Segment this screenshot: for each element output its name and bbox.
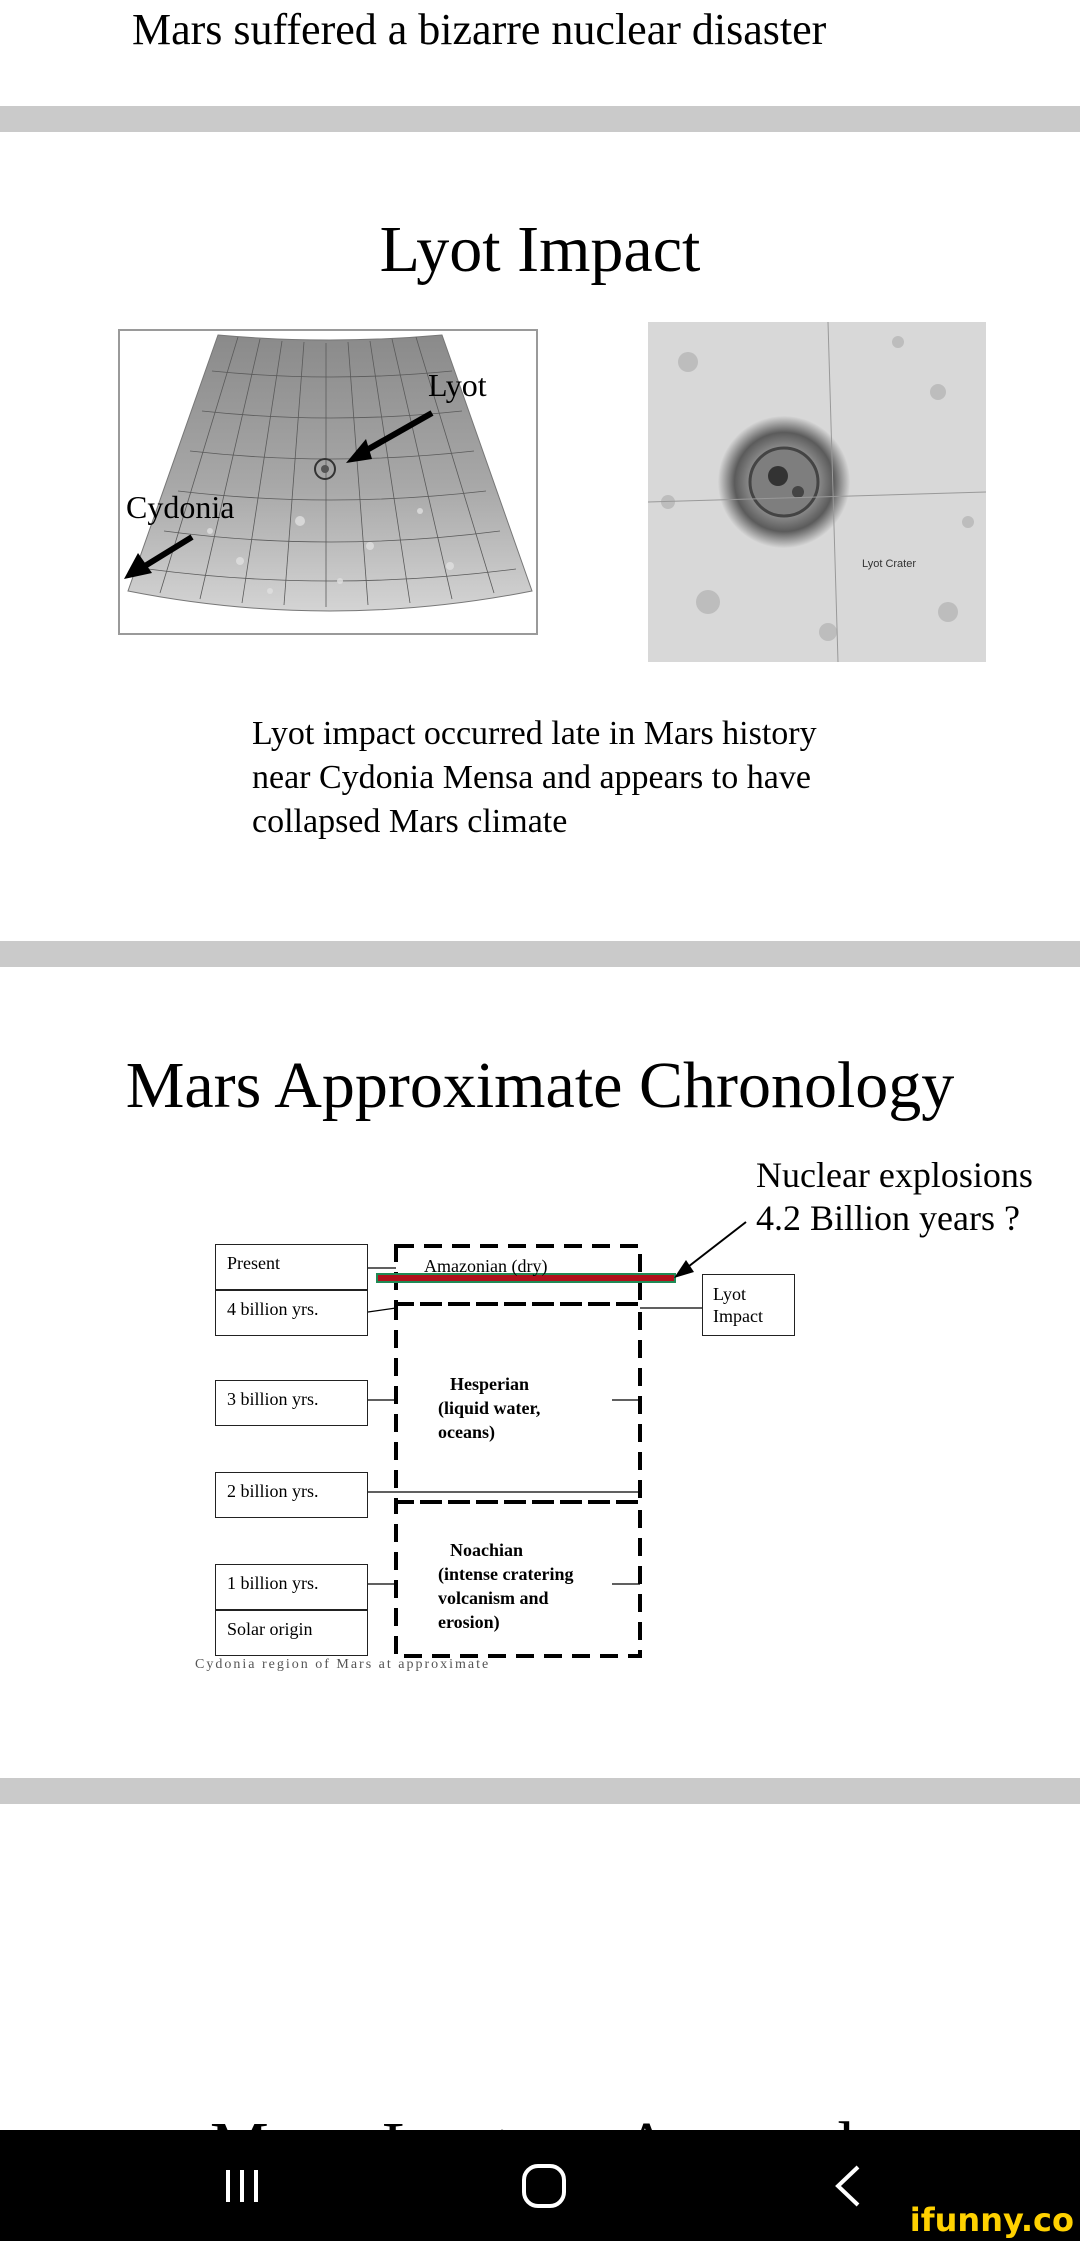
crater-graphic xyxy=(648,322,986,662)
era-noachian-line: Noachian xyxy=(450,1540,524,1560)
note-line: Nuclear explosions xyxy=(756,1155,1033,1195)
recents-icon xyxy=(220,2166,264,2206)
nuclear-explosions-note xyxy=(756,1154,1033,1240)
slide4-title-cut xyxy=(0,2080,1080,2130)
lyot-impact-box xyxy=(702,1274,795,1336)
chronology-slide-title: Mars Approximate Chronology xyxy=(125,1049,955,1122)
slide-divider xyxy=(0,106,1080,132)
chronology-diagram xyxy=(200,1230,820,1670)
crater-photo-label: Lyot Crater xyxy=(862,558,917,570)
impact-box-line: Impact xyxy=(713,1306,763,1326)
map-label-lyot: Lyot xyxy=(428,367,487,403)
slide1-title xyxy=(0,0,1080,106)
era-hesperian xyxy=(438,1372,540,1444)
impact-box-line: Lyot xyxy=(713,1284,747,1304)
system-nav-bar xyxy=(0,2130,1080,2241)
ifunny-watermark: ifunny.co xyxy=(909,2201,1074,2239)
time-box-3-billion: 3 billion yrs. xyxy=(215,1380,368,1426)
era-hesperian-line: oceans) xyxy=(438,1422,495,1442)
time-box-present: Present xyxy=(215,1244,368,1290)
era-amazonian: Amazonian (dry) xyxy=(424,1256,548,1276)
era-noachian xyxy=(438,1538,573,1634)
era-hesperian-line: (liquid water, xyxy=(438,1398,541,1418)
lyot-slide-title: Lyot Impact xyxy=(379,213,701,286)
home-button[interactable] xyxy=(464,2130,624,2241)
time-box-solar-origin: Solar origin xyxy=(215,1610,368,1656)
caption-line: collapsed Mars climate xyxy=(252,803,568,840)
slide1-title-text: Mars suffered a bizarre nuclear disaster xyxy=(132,5,827,54)
era-noachian-line: erosion) xyxy=(438,1612,500,1632)
note-line: 4.2 Billion years ? xyxy=(756,1198,1020,1238)
era-noachian-line: volcanism and xyxy=(438,1588,549,1608)
caption-line: near Cydonia Mensa and appears to have xyxy=(252,759,811,796)
recents-button[interactable] xyxy=(162,2130,322,2241)
caption-line: Lyot impact occurred late in Mars history xyxy=(252,715,817,752)
time-box-1-billion: 1 billion yrs. xyxy=(215,1564,368,1610)
chronology-cut-caption: Cydonia region of Mars at approximate xyxy=(195,1657,491,1672)
lyot-caption xyxy=(252,712,892,844)
time-box-4-billion: 4 billion yrs. xyxy=(215,1290,368,1336)
home-icon xyxy=(519,2161,569,2211)
lyot-crater-photo xyxy=(648,322,986,662)
slide-divider xyxy=(0,941,1080,967)
back-button[interactable] xyxy=(768,2130,928,2241)
back-icon xyxy=(828,2161,868,2211)
time-box-2-billion: 2 billion yrs. xyxy=(215,1472,368,1518)
map-label-cydonia: Cydonia xyxy=(126,489,235,525)
lyot-region-map xyxy=(118,329,538,635)
slide-divider xyxy=(0,1778,1080,1804)
era-noachian-line: (intense cratering xyxy=(438,1564,574,1584)
era-hesperian-line: Hesperian xyxy=(450,1374,529,1394)
